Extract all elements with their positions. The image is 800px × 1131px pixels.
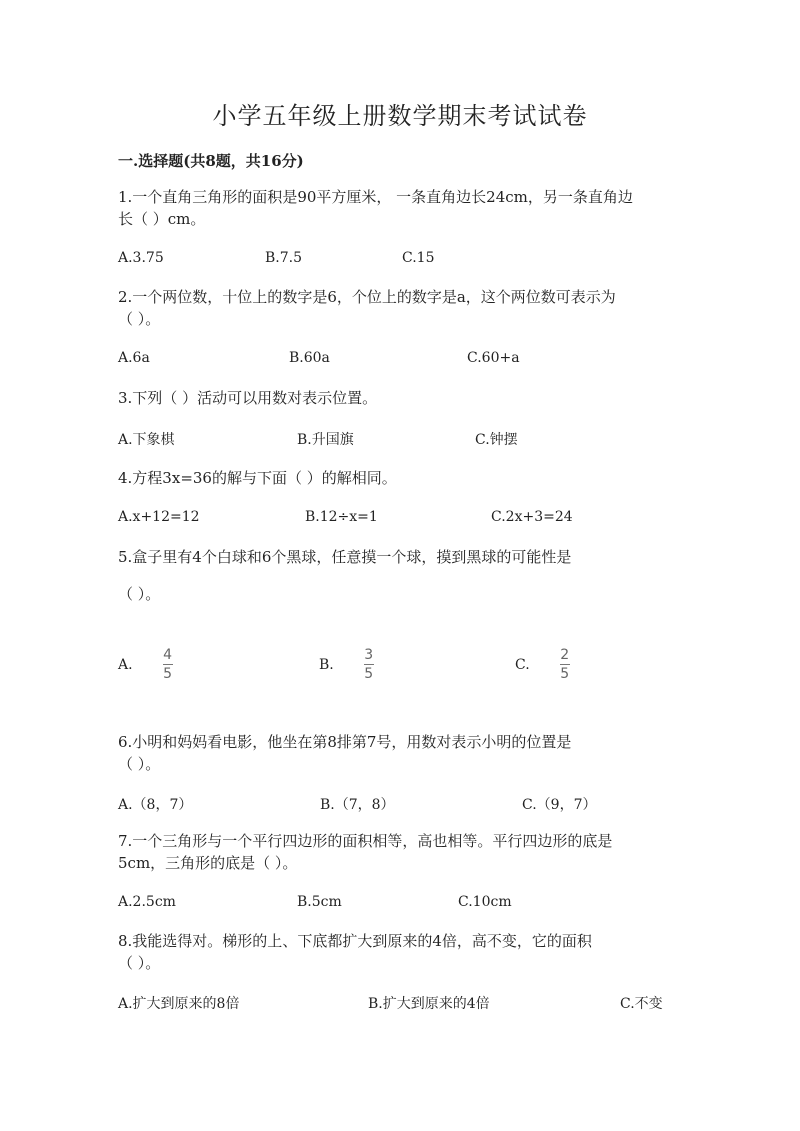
question-8-line-2: （ ）。 <box>118 954 161 972</box>
question-5-line-2: （ ）。 <box>118 585 161 603</box>
q8-option-c: C.不变 <box>620 996 663 1012</box>
q4-option-c: C.2x+3=24 <box>491 509 573 525</box>
question-6-line-2: （ ）。 <box>118 755 161 773</box>
question-5-line-1: 5.盒子里有4个白球和6个黑球，任意摸一个球，摸到黑球的可能性是 <box>118 548 572 566</box>
q7-option-b: B.5cm <box>297 894 342 910</box>
question-1-line-1: 1.一个直角三角形的面积是90平方厘米， 一条直角边长24cm，另一条直角边 <box>118 188 633 206</box>
q7-option-c: C.10cm <box>458 894 512 910</box>
fraction-denominator: 5 <box>163 666 173 682</box>
fraction-2-5 <box>560 647 570 682</box>
q5-option-b <box>319 647 374 682</box>
fraction-bar <box>560 664 570 665</box>
question-2-line-2: （ ）。 <box>118 310 161 328</box>
q2-option-a: A.6a <box>118 350 150 366</box>
question-4 <box>118 467 397 489</box>
fraction-numerator: 4 <box>163 647 173 663</box>
q1-option-c: C.15 <box>402 250 435 266</box>
question-1-line-2: 长（ ）cm。 <box>118 210 206 228</box>
page-title: 小学五年级上册数学期末考试试卷 <box>212 102 588 130</box>
fraction-3-5 <box>364 647 374 682</box>
section-heading: 一.选择题(共8题，共16分) <box>118 152 304 170</box>
question-2 <box>118 286 616 330</box>
fraction-numerator: 3 <box>364 647 374 663</box>
q6-option-b: B.（7，8） <box>320 797 395 813</box>
fraction-denominator: 5 <box>364 666 374 682</box>
q3-option-b: B.升国旗 <box>297 432 354 448</box>
q6-option-a: A.（8，7） <box>118 797 193 813</box>
question-8-line-1: 8.我能选得对。梯形的上、下底都扩大到原来的4倍，高不变，它的面积 <box>118 932 592 950</box>
q2-option-b: B.60a <box>289 350 330 366</box>
q4-option-a: A.x+12=12 <box>118 509 200 525</box>
fraction-numerator: 2 <box>560 647 570 663</box>
q3-option-c: C.钟摆 <box>475 432 518 448</box>
q5-option-c-label: C. <box>515 656 530 673</box>
q4-option-b: B.12÷x=1 <box>305 509 378 525</box>
fraction-bar <box>163 664 173 665</box>
fraction-4-5 <box>163 647 173 682</box>
question-1 <box>118 186 633 230</box>
question-5 <box>118 546 571 568</box>
question-6 <box>118 731 571 775</box>
question-2-line-1: 2.一个两位数，十位上的数字是6，个位上的数字是a，这个两位数可表示为 <box>118 288 616 306</box>
q8-option-a: A.扩大到原来的8倍 <box>118 996 240 1012</box>
question-6-line-1: 6.小明和妈妈看电影，他坐在第8排第7号，用数对表示小明的位置是 <box>118 733 572 751</box>
question-7-line-1: 7.一个三角形与一个平行四边形的面积相等，高也相等。平行四边形的底是 <box>118 832 613 850</box>
question-3-line-1: 3.下列（ ）活动可以用数对表示位置。 <box>118 389 378 407</box>
q1-option-a: A.3.75 <box>118 250 164 266</box>
question-8 <box>118 930 592 974</box>
fraction-denominator: 5 <box>560 666 570 682</box>
q5-option-a-label: A. <box>118 656 133 673</box>
q1-option-b: B.7.5 <box>265 250 303 266</box>
q5-option-a <box>118 647 173 682</box>
question-3 <box>118 387 377 409</box>
q5-option-c <box>515 647 570 682</box>
q2-option-c: C.60+a <box>467 350 520 366</box>
q3-option-a: A.下象棋 <box>118 432 175 448</box>
question-7 <box>118 830 612 874</box>
question-4-line-1: 4.方程3x=36的解与下面（ ）的解相同。 <box>118 469 397 487</box>
fraction-bar <box>364 664 374 665</box>
question-7-line-2: 5cm，三角形的底是（ ）。 <box>118 854 298 872</box>
q5-option-b-label: B. <box>319 656 334 673</box>
q8-option-b: B.扩大到原来的4倍 <box>368 996 490 1012</box>
q6-option-c: C.（9，7） <box>522 797 597 813</box>
q7-option-a: A.2.5cm <box>118 894 176 910</box>
